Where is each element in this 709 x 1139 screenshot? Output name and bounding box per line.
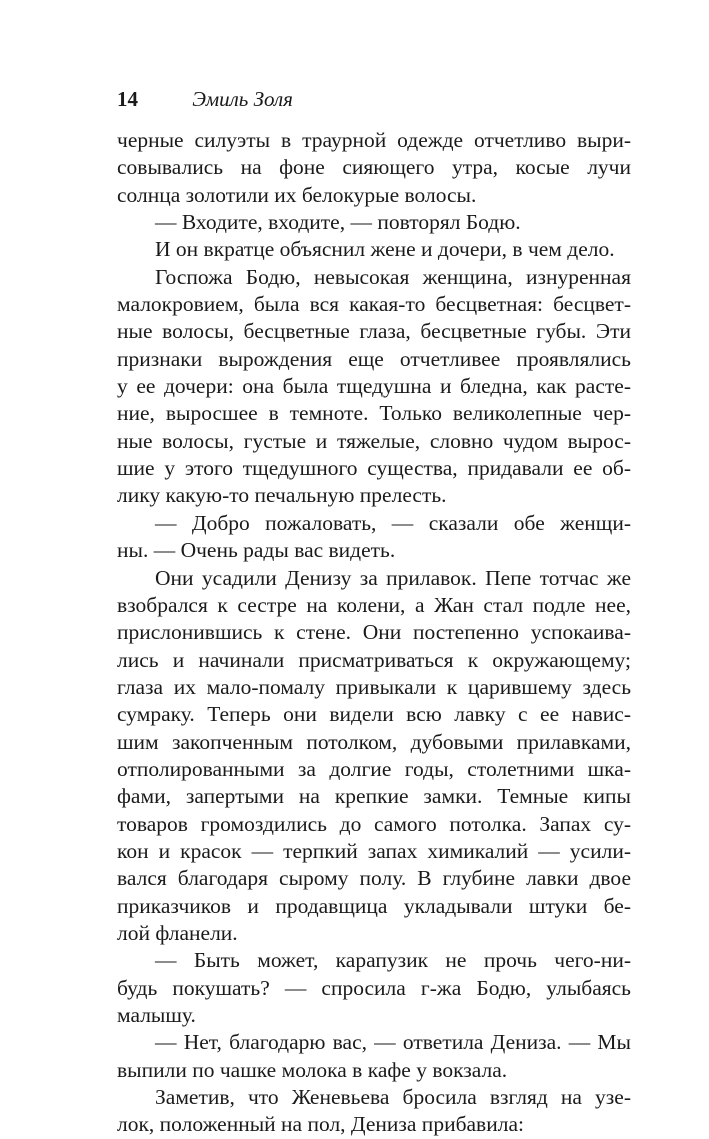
text-line: ные волосы, густые и тяжелые, словно чудом вырос- <box>117 428 631 453</box>
text-line: Заметив, что Женевьева бросила взгляд на узе- <box>155 1085 631 1110</box>
body-text <box>117 127 631 1139</box>
text-line: — Быть может, карапузик не прочь чего-ни- <box>155 948 631 973</box>
text-line: совывались на фоне сияющего утра, косые лучи <box>117 155 631 180</box>
text-line: малокровием, была вся какая-то бесцветная: бесцвет- <box>117 292 631 317</box>
text-line: прислонившись к стене. Они постепенно успокаива- <box>117 620 631 645</box>
text-line: шим закопченным потолком, дубовыми прилавками, <box>117 729 631 754</box>
text-line: ны. — Очень рады вас видеть. <box>117 538 396 563</box>
text-line: — Добро пожаловать, — сказали обе женщи- <box>155 510 631 535</box>
text-line: фами, запертыми на крепкие замки. Темные кипы <box>117 784 631 809</box>
text-line: лок, положенный на пол, Дениза прибавила: <box>117 1112 524 1137</box>
text-line: — Входите, входите, — повторял Бодю. <box>155 210 521 235</box>
text-line: вался благодаря сырому полу. В глубине лавки двое <box>117 866 631 891</box>
text-line: Госпожа Бодю, невысокая женщина, изнуренная <box>155 264 631 289</box>
text-line: будь покушать? — спросила г-жа Бодю, улыбаясь <box>117 975 631 1000</box>
text-line: товаров громоздились до самого потолка. Запах су- <box>117 811 631 836</box>
text-line: лику какую-то печальную прелесть. <box>117 483 447 508</box>
text-line: малышу. <box>117 1003 196 1027</box>
text-line: ные волосы, бесцветные глаза, бесцветные губы. Эти <box>117 319 631 344</box>
text-line: у ее дочери: она была тщедушна и бледна, как расте- <box>117 374 631 399</box>
text-line: лись и начинали присматриваться к окружающему; <box>117 647 631 672</box>
running-head <box>117 84 637 114</box>
text-line: солнца золотили их белокурые волосы. <box>117 182 477 207</box>
text-line: отполированными за долгие годы, столетними шка- <box>117 756 631 781</box>
text-line: глаза их мало-помалу привыкали к царившему здесь <box>117 674 631 699</box>
text-line: лой фланели. <box>117 920 238 945</box>
running-head-author: Эмиль Золя <box>192 87 293 111</box>
text-line: И он вкратце объяснил жене и дочери, в чем дело. <box>155 237 615 262</box>
text-line: кон и красок — терпкий запах химикалий — усили- <box>117 838 631 863</box>
text-line: ние, выросшее в темноте. Только великолепные чер- <box>117 401 631 426</box>
text-line: — Нет, благодарю вас, — ответила Дениза. — Мы <box>155 1030 631 1055</box>
text-line: сумраку. Теперь они видели всю лавку с ее навис- <box>117 702 631 727</box>
text-line: признаки вырождения еще отчетливее проявлялись <box>117 346 631 371</box>
text-line: взобрался к сестре на колени, а Жан стал подле нее, <box>117 592 631 617</box>
text-line: Они усадили Денизу за прилавок. Пепе тотчас же <box>155 565 631 590</box>
text-line: приказчиков и продавщица укладывали штуки бе- <box>117 893 631 918</box>
text-line: выпили по чашке молока в кафе у вокзала. <box>117 1057 508 1082</box>
text-line: шие у этого тщедушного существа, придавали ее об- <box>117 456 631 481</box>
page-number: 14 <box>117 87 138 111</box>
text-line: черные силуэты в траурной одежде отчетливо выри- <box>117 128 631 152</box>
